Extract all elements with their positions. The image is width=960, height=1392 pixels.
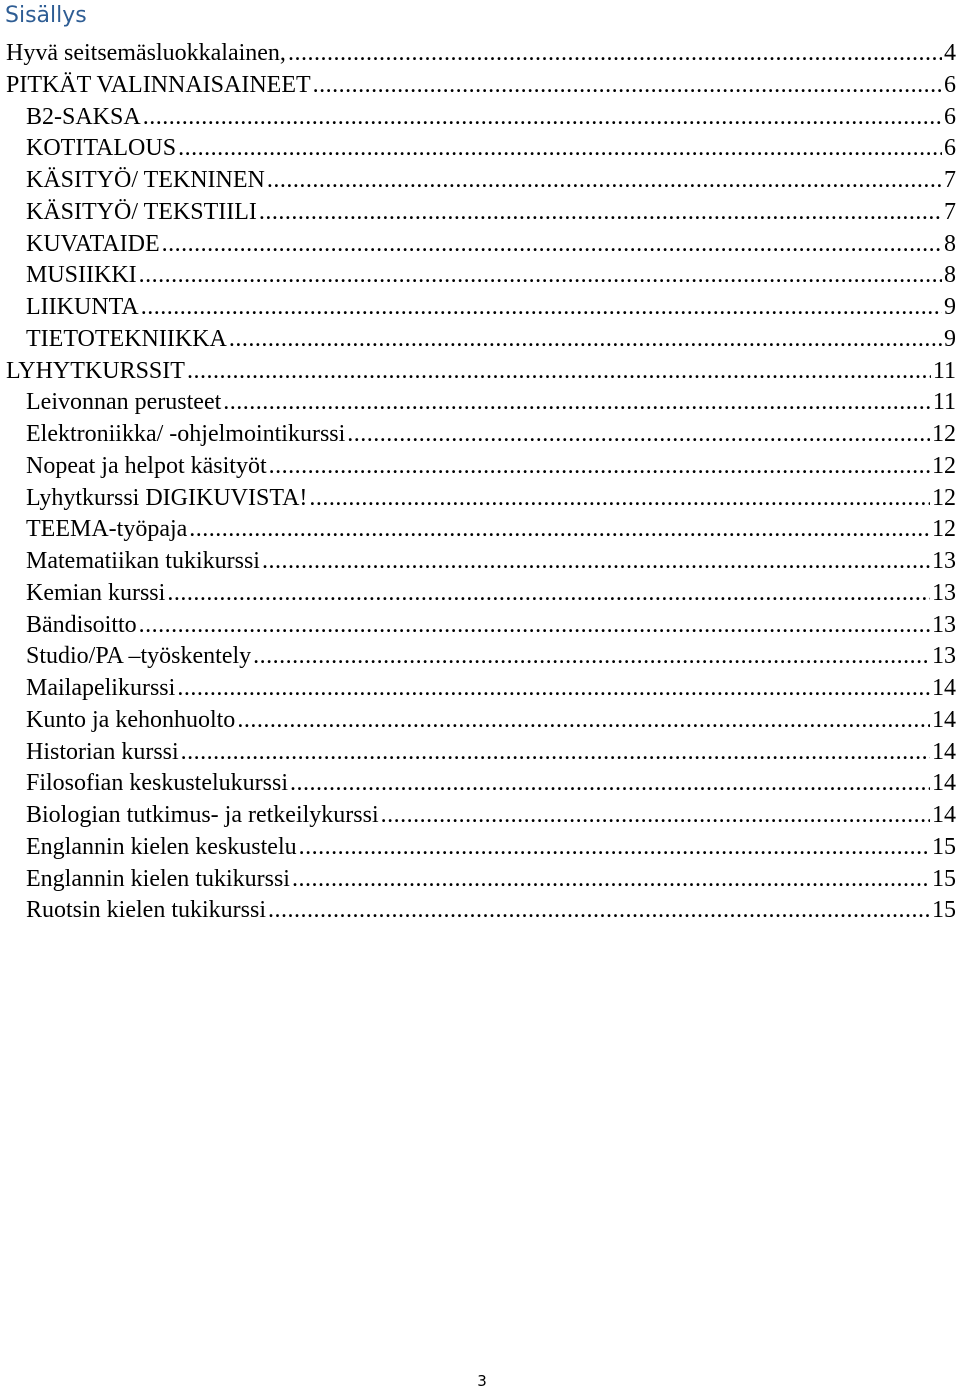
toc-entry-page: 14	[932, 706, 956, 733]
toc-entry-title: TEEMA-työpaja	[26, 516, 188, 543]
toc-entry-title: PITKÄT VALINNAISAINEET	[6, 71, 311, 98]
toc-dot-leader	[253, 641, 930, 673]
toc-dot-leader	[167, 578, 930, 610]
toc-heading: Sisällys	[5, 3, 87, 28]
toc-entry[interactable]	[0, 864, 960, 896]
toc-dot-leader	[347, 419, 930, 451]
toc-entry-title: Nopeat ja helpot käsityöt	[26, 452, 267, 479]
toc-entry-title: TIETOTEKNIIKKA	[26, 325, 227, 352]
toc-entry[interactable]	[0, 356, 960, 388]
toc-dot-leader	[181, 737, 930, 769]
toc-entry[interactable]	[0, 165, 960, 197]
toc-entry-title: LIIKUNTA	[26, 294, 139, 320]
toc-entry-page: 14	[932, 675, 956, 701]
toc-dot-leader	[262, 546, 930, 578]
toc-entry[interactable]	[0, 546, 960, 578]
toc-entry-page: 15	[932, 865, 956, 892]
toc-entry-title: KUVATAIDE	[26, 230, 160, 257]
toc-entry-title: KOTITALOUS	[26, 135, 177, 162]
toc-entry[interactable]	[0, 832, 960, 864]
toc-dot-leader	[178, 133, 942, 165]
toc-entry-page: 13	[932, 579, 956, 606]
toc-entry[interactable]	[0, 197, 960, 229]
toc-entry-page: 7	[944, 198, 956, 225]
toc-entry-title: Studio/PA –työskentely	[26, 643, 252, 670]
toc-entry-page: 4	[944, 40, 956, 66]
toc-entry-page: 12	[932, 421, 956, 447]
toc-entry[interactable]	[0, 705, 960, 737]
toc-entry-page: 8	[944, 230, 956, 257]
toc-entry-page: 12	[932, 516, 956, 543]
toc-dot-leader	[189, 514, 930, 546]
toc-entry[interactable]	[0, 451, 960, 483]
toc-dot-leader	[292, 864, 930, 896]
toc-dot-leader	[268, 895, 930, 927]
toc-dot-leader	[139, 610, 930, 642]
toc-entry[interactable]	[0, 419, 960, 451]
toc-entry-title: Ruotsin kielen tukikurssi	[26, 897, 266, 924]
toc-dot-leader	[223, 387, 931, 419]
toc-entry-page: 6	[944, 103, 956, 130]
toc-entry-page: 14	[932, 770, 956, 797]
toc-entry[interactable]	[0, 514, 960, 546]
toc-entry-page: 6	[944, 71, 956, 98]
toc-entry-page: 12	[932, 452, 956, 479]
toc-entry-page: 9	[944, 294, 956, 320]
toc-entry[interactable]	[0, 610, 960, 642]
toc-entry-title: Bändisoitto	[26, 611, 137, 638]
toc-entry-title: Mailapelikurssi	[26, 675, 176, 701]
toc-entry-page: 13	[932, 611, 956, 638]
toc-entry-title: Leivonnan perusteet	[26, 389, 222, 416]
toc-entry-title: Matematiikan tukikurssi	[26, 548, 260, 574]
toc-entry[interactable]	[0, 737, 960, 769]
toc-entry-page: 12	[932, 484, 956, 511]
toc-dot-leader	[299, 832, 930, 864]
toc-entry-title: Filosofian keskustelukurssi	[26, 770, 288, 797]
toc-entry[interactable]	[0, 483, 960, 515]
toc-dot-leader	[237, 705, 930, 737]
toc-entry[interactable]	[0, 133, 960, 165]
toc-dot-leader	[381, 800, 930, 832]
toc-dot-leader	[162, 229, 942, 261]
toc-dot-leader	[259, 197, 942, 229]
toc-entry[interactable]	[0, 102, 960, 134]
toc-dot-leader	[267, 165, 942, 197]
toc-entry-page: 7	[944, 167, 956, 193]
toc-entry[interactable]	[0, 800, 960, 832]
toc-entry-page: 11	[932, 357, 956, 384]
page-number: 3	[477, 1372, 487, 1390]
toc-entry-title: Historian kurssi	[26, 738, 179, 765]
toc-entry-page: 13	[932, 548, 956, 574]
toc-dot-leader	[187, 356, 931, 388]
toc-entry[interactable]	[0, 38, 960, 70]
toc-entry-title: Englannin kielen keskustelu	[26, 833, 297, 860]
toc-entry[interactable]	[0, 260, 960, 292]
toc-entry[interactable]	[0, 387, 960, 419]
toc-entry-title: KÄSITYÖ/ TEKNINEN	[26, 167, 265, 193]
toc-dot-leader	[269, 451, 930, 483]
toc-entry[interactable]	[0, 768, 960, 800]
toc-entry-page: 9	[944, 325, 956, 352]
toc-entry-title: Hyvä seitsemäsluokkalainen,	[6, 40, 286, 66]
toc-entry-title: Biologian tutkimus- ja retkeilykurssi	[26, 802, 379, 828]
toc-entry-title: Kemian kurssi	[26, 579, 166, 606]
toc-entry[interactable]	[0, 292, 960, 324]
toc-entry[interactable]	[0, 229, 960, 261]
toc-entry-page: 6	[944, 135, 956, 162]
toc-dot-leader	[177, 673, 930, 705]
toc-entry-title: Elektroniikka/ -ohjelmointikurssi	[26, 421, 346, 447]
toc-entry-page: 14	[932, 738, 956, 765]
toc-entry-page: 14	[932, 802, 956, 828]
toc-entry[interactable]	[0, 641, 960, 673]
toc-entry[interactable]	[0, 673, 960, 705]
toc-dot-leader	[313, 70, 942, 102]
toc-entry-page: 11	[932, 389, 956, 416]
toc-dot-leader	[229, 324, 942, 356]
table-of-contents	[0, 38, 960, 927]
toc-entry-title: Englannin kielen tukikurssi	[26, 865, 290, 892]
toc-dot-leader	[143, 102, 942, 134]
toc-entry-page: 13	[932, 643, 956, 670]
toc-dot-leader	[288, 38, 942, 70]
toc-entry[interactable]	[0, 324, 960, 356]
toc-entry-page: 8	[944, 262, 956, 289]
toc-entry-title: Kunto ja kehonhuolto	[26, 706, 236, 733]
toc-dot-leader	[290, 768, 930, 800]
toc-dot-leader	[139, 260, 942, 292]
toc-entry-title: KÄSITYÖ/ TEKSTIILI	[26, 198, 257, 225]
toc-entry-page: 15	[932, 833, 956, 860]
toc-entry-title: B2-SAKSA	[26, 103, 141, 130]
toc-entry-title: LYHYTKURSSIT	[6, 357, 185, 384]
toc-entry-page: 15	[932, 897, 956, 924]
toc-entry[interactable]	[0, 895, 960, 927]
toc-entry-title: MUSIIKKI	[26, 262, 137, 289]
toc-entry[interactable]	[0, 70, 960, 102]
toc-dot-leader	[309, 483, 930, 515]
toc-entry[interactable]	[0, 578, 960, 610]
toc-entry-title: Lyhytkurssi DIGIKUVISTA!	[26, 484, 308, 511]
toc-dot-leader	[141, 292, 942, 324]
